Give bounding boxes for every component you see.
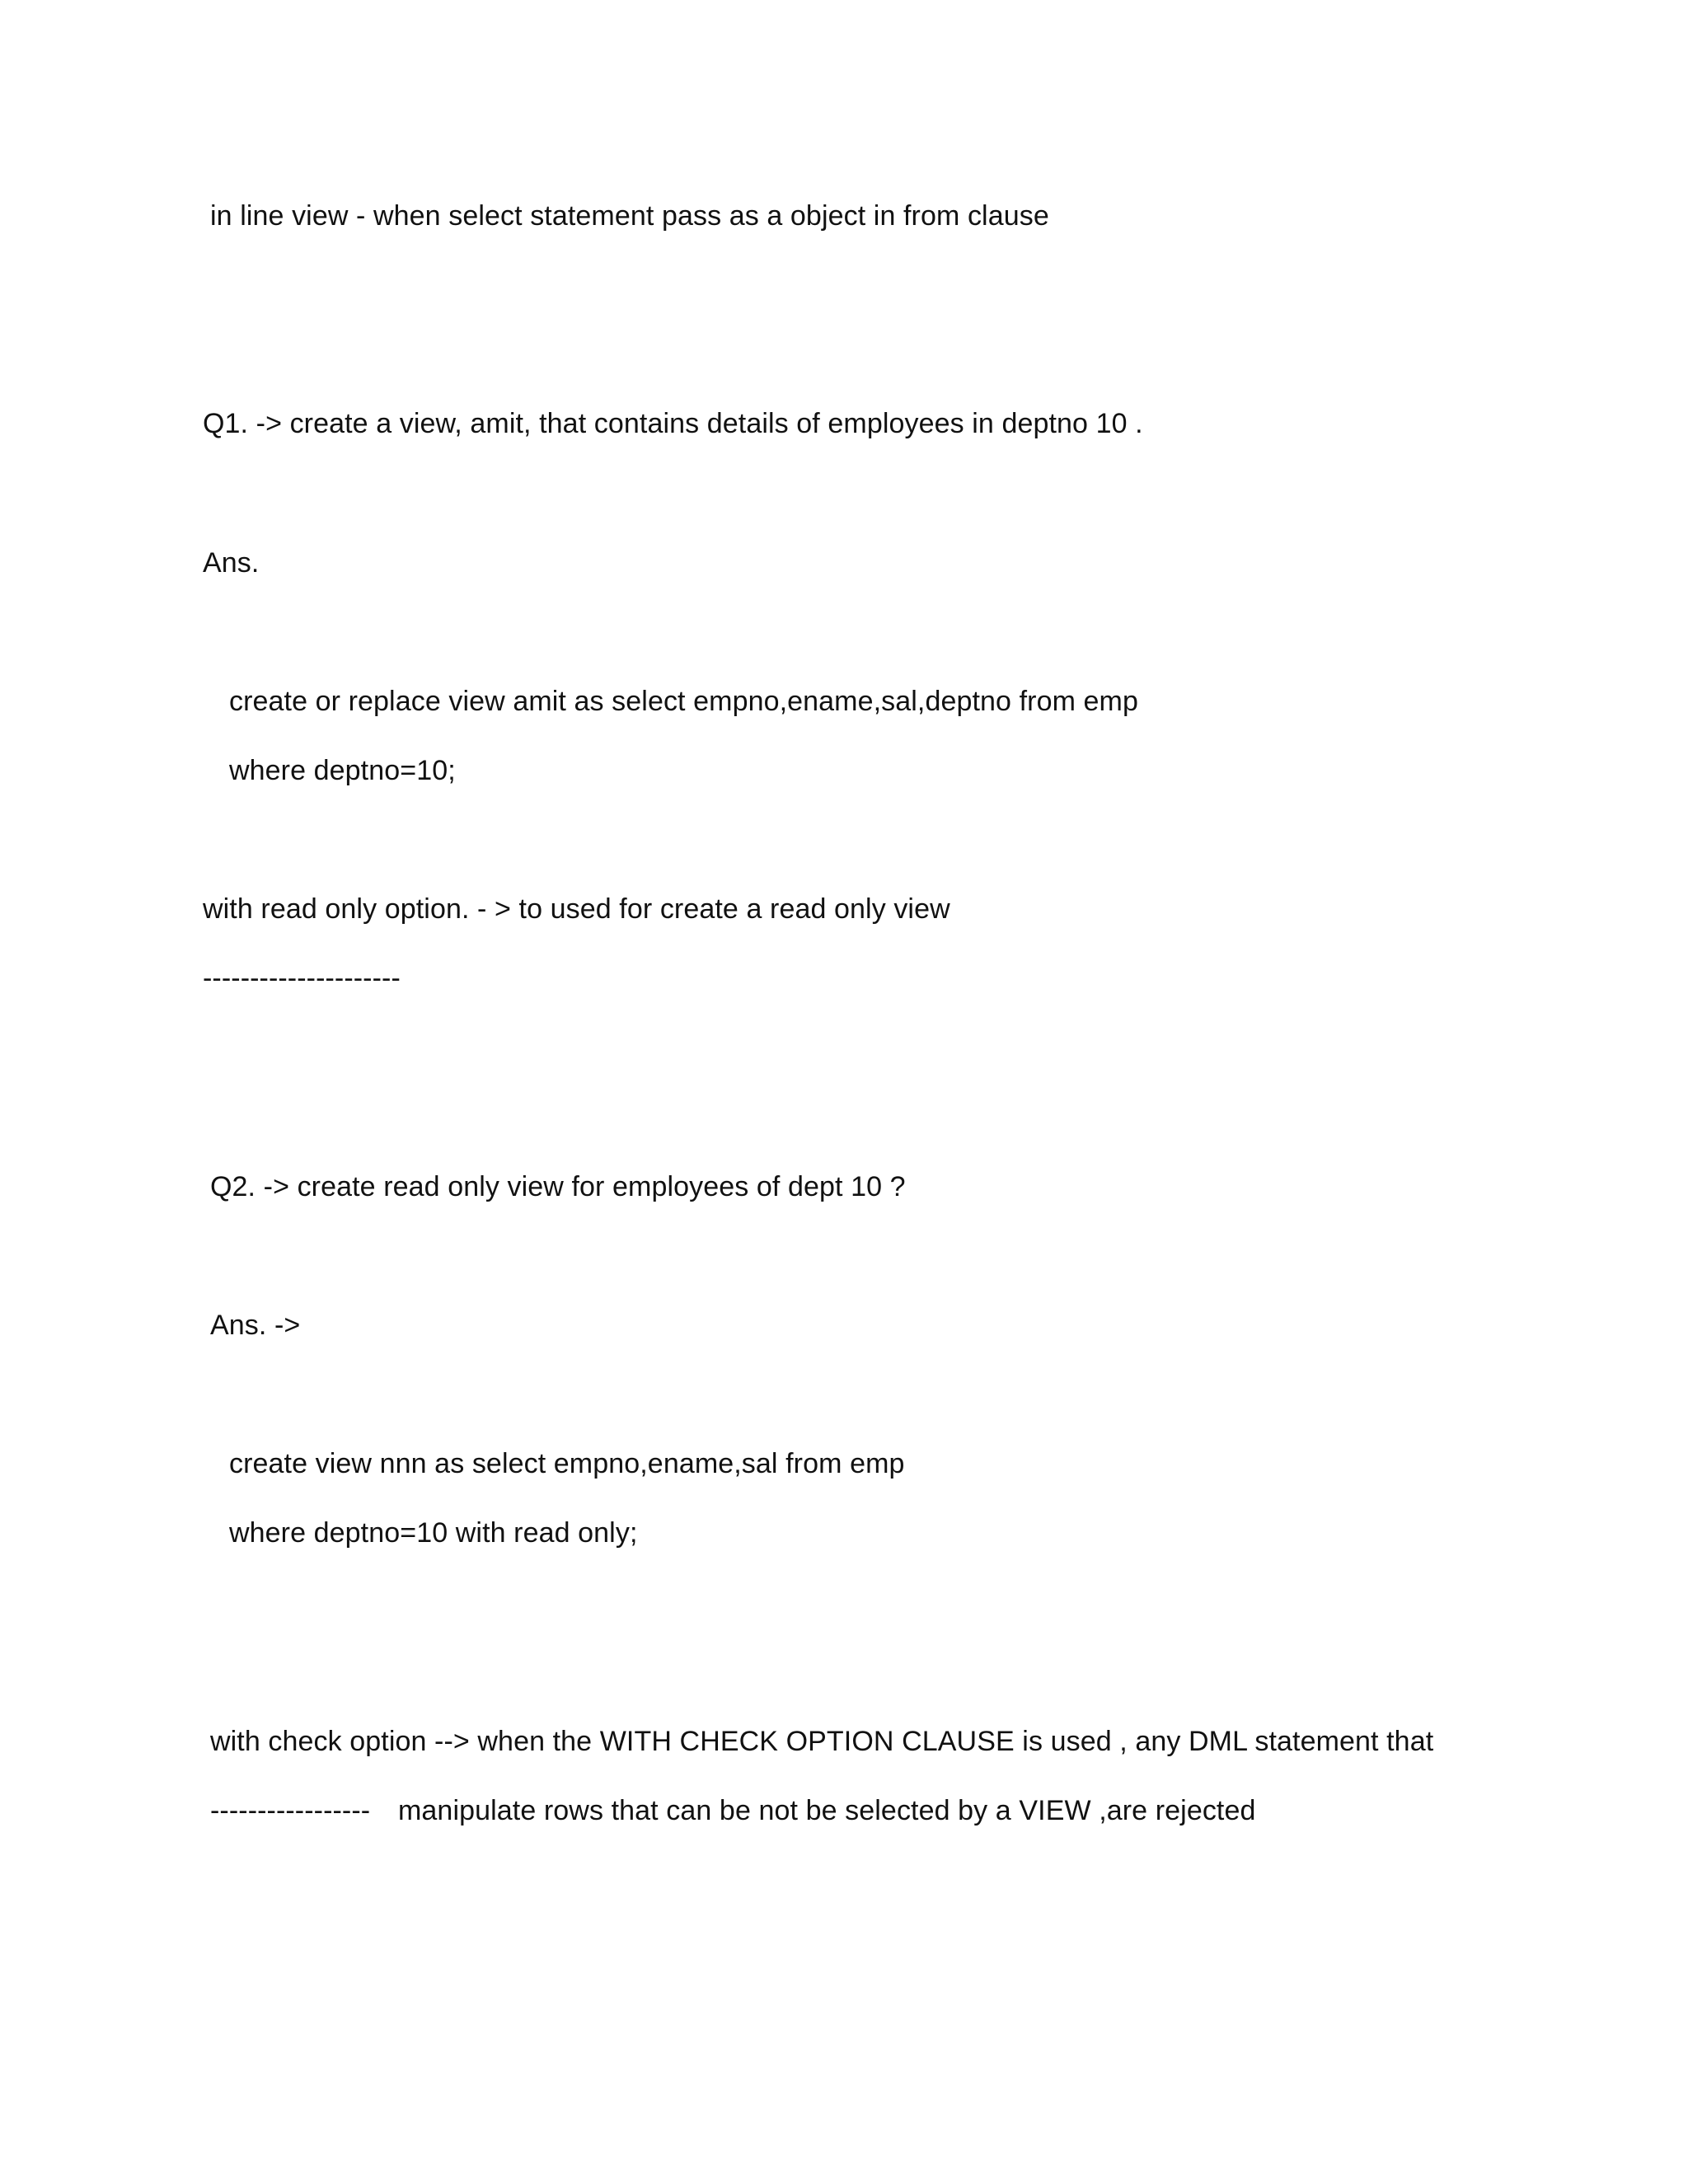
q2-question: Q2. -> create read only view for employees of dept 10 ? (210, 1171, 906, 1202)
q1-answer-label: Ans. (203, 547, 260, 579)
q1-code-line-2: where deptno=10; (229, 755, 456, 786)
q1-question: Q1. -> create a view, amit, that contains details of employees in deptno 10 . (203, 408, 1143, 439)
read-only-option-heading: with read only option. - > to used for create a read only view (203, 893, 950, 925)
q1-code-line-1: create or replace view amit as select empno,ename,sal,deptno from emp (229, 686, 1138, 717)
check-option-line-2: manipulate rows that can be not be selected by a VIEW ,are rejected (398, 1795, 1256, 1826)
q2-code-line-2: where deptno=10 with read only; (229, 1517, 638, 1549)
q2-code-line-1: create view nnn as select empno,ename,sal from emp (229, 1448, 905, 1479)
read-only-underline: --------------------- (203, 963, 401, 994)
inline-view-definition: in line view - when select statement pass as a object in from clause (210, 200, 1049, 232)
q2-answer-label: Ans. -> (210, 1310, 301, 1341)
check-option-dashes: ----------------- (210, 1795, 371, 1826)
check-option-line-1: with check option --> when the WITH CHECK OPTION CLAUSE is used , any DML statement that (210, 1726, 1434, 1757)
